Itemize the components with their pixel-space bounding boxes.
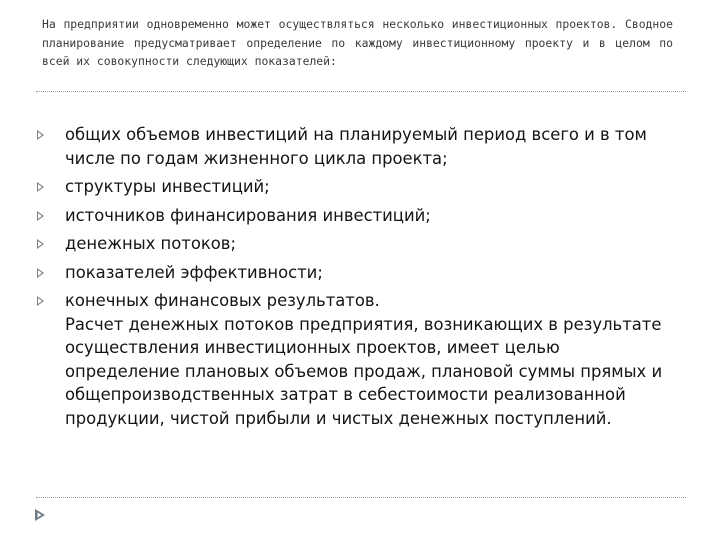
summary-paragraph: Расчет денежных потоков предприятия, возникающих в результате осуществления инвестиционных проектов, имеет целью определение плановых объемов продаж, плановой суммы прямых и общепроизводственных затрат в себестоимости реализованной продукции, чистой прибыли и чистых денежных поступлений.	[65, 314, 663, 428]
list-item-text: показателей эффективности;	[65, 262, 323, 282]
top-divider	[36, 91, 686, 92]
navigation-arrow-icon[interactable]	[33, 508, 47, 522]
list-item-text: структуры инвестиций;	[65, 177, 270, 196]
arrow-bullet-icon	[37, 211, 44, 221]
intro-text: На предприятии одновременно может осуществляться несколько инвестиционных проектов. Сводное планирование предусматривает определение по каждому инвестиционному проекту и в целом по всей их совокупности следующих показателей:	[42, 17, 673, 68]
list-item	[34, 261, 674, 285]
arrow-bullet-icon	[37, 130, 44, 140]
list-item	[34, 289, 674, 430]
list-item	[34, 232, 674, 256]
bullet-list	[34, 123, 674, 430]
arrow-bullet-icon	[37, 239, 44, 249]
list-item-text: конечных финансовых результатов.	[65, 291, 380, 310]
arrow-bullet-icon	[37, 268, 44, 278]
list-item	[34, 175, 674, 199]
list-item-text: источников финансирования инвестиций;	[65, 205, 431, 225]
list-item	[34, 204, 674, 228]
bottom-divider	[36, 497, 686, 498]
list-item-text: денежных потоков;	[65, 234, 236, 253]
arrow-bullet-icon	[37, 182, 44, 192]
arrow-bullet-icon	[37, 296, 44, 306]
list-item	[34, 123, 674, 170]
list-item-text: общих объемов инвестиций на планируемый период всего и в том числе по годам жизненного цикла проекта;	[65, 125, 647, 168]
